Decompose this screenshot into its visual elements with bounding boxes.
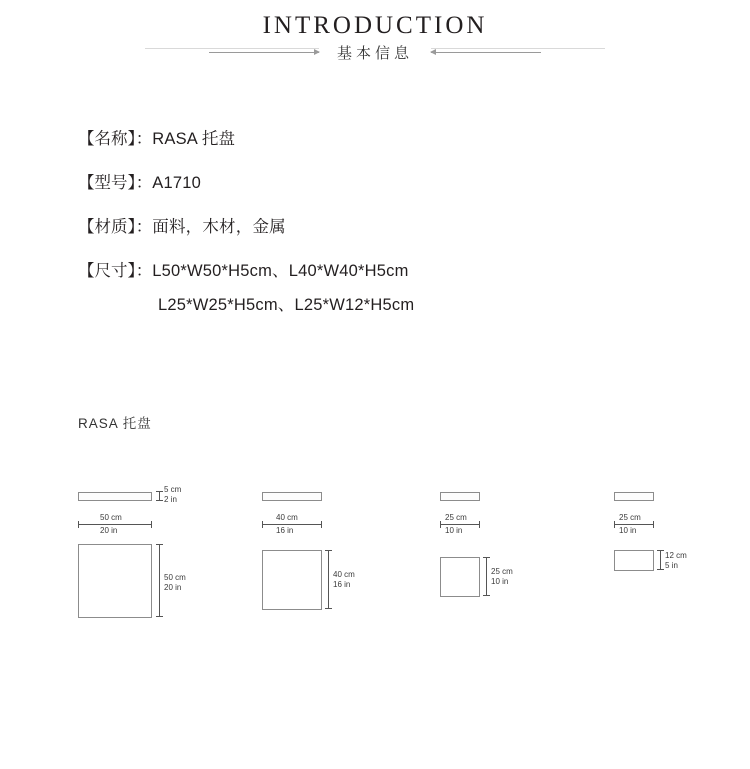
spec-value-line2: L25*W25*H5cm、L25*W12*H5cm (158, 296, 415, 314)
front-height-in-label: 16 in (333, 580, 351, 589)
header-subtitle-wrap (145, 39, 605, 65)
top-width-dim-line (262, 524, 322, 525)
front-height-dim-line (486, 557, 487, 596)
spec-value: A1710 (152, 174, 201, 192)
side-height-cm-label: 5 cm (164, 485, 182, 494)
spec-value: RASA 托盘 (152, 130, 236, 148)
spec-label: 【材质】： (78, 218, 153, 236)
spec-label: 【名称】： (78, 130, 153, 148)
top-width-dim-line (440, 524, 480, 525)
top-width-cm-label: 25 cm (445, 513, 467, 522)
side-profile-shape (78, 492, 152, 501)
diagram-tray-25 (440, 470, 560, 650)
page-header (0, 0, 750, 65)
top-width-dim-line (78, 524, 152, 525)
side-height-dim-line (159, 491, 160, 501)
spec-row-model (78, 172, 678, 194)
side-profile-shape (262, 492, 322, 501)
top-width-in-label: 20 in (100, 526, 118, 535)
top-width-cm-label: 40 cm (276, 513, 298, 522)
spec-label: 【尺寸】： (78, 262, 153, 280)
front-height-in-label: 10 in (491, 577, 509, 586)
front-height-dim-line (660, 550, 661, 570)
front-height-dim-line (159, 544, 160, 617)
spec-list (78, 128, 678, 338)
front-rect-shape (614, 550, 654, 571)
front-height-in-label: 20 in (164, 583, 182, 592)
diagram-tray-40 (262, 470, 392, 650)
spec-value: 面料，木材，金属 (152, 218, 286, 236)
front-height-cm-label: 50 cm (164, 573, 186, 582)
spec-row-size (78, 260, 678, 316)
top-width-cm-label: 25 cm (619, 513, 641, 522)
top-width-in-label: 10 in (445, 526, 463, 535)
front-height-in-label: 5 in (665, 561, 678, 570)
front-square-shape (78, 544, 152, 618)
product-name: RASA 托盘 (78, 416, 152, 431)
front-square-shape (262, 550, 322, 610)
dimension-diagrams (0, 470, 750, 650)
top-width-dim-line (614, 524, 654, 525)
front-height-dim-line (328, 550, 329, 609)
front-height-cm-label: 25 cm (491, 567, 513, 576)
spec-row-name (78, 128, 678, 150)
top-width-in-label: 10 in (619, 526, 637, 535)
spec-label: 【型号】： (78, 174, 153, 192)
diagram-tray-25x12 (614, 470, 744, 650)
diagram-tray-50 (78, 470, 228, 650)
arrow-right-icon (431, 52, 541, 53)
spec-row-material (78, 216, 678, 238)
arrow-left-icon (209, 52, 319, 53)
spec-value: L50*W50*H5cm、L40*W40*H5cm (152, 262, 409, 280)
side-height-in-label: 2 in (164, 495, 177, 504)
front-height-cm-label: 12 cm (665, 551, 687, 560)
top-width-in-label: 16 in (276, 526, 294, 535)
page-title: INTRODUCTION (262, 12, 488, 39)
top-width-cm-label: 50 cm (100, 513, 122, 522)
side-profile-shape (440, 492, 480, 501)
side-profile-shape (614, 492, 654, 501)
front-square-shape (440, 557, 480, 597)
front-height-cm-label: 40 cm (333, 570, 355, 579)
header-subtitle: 基本信息 (319, 42, 431, 63)
